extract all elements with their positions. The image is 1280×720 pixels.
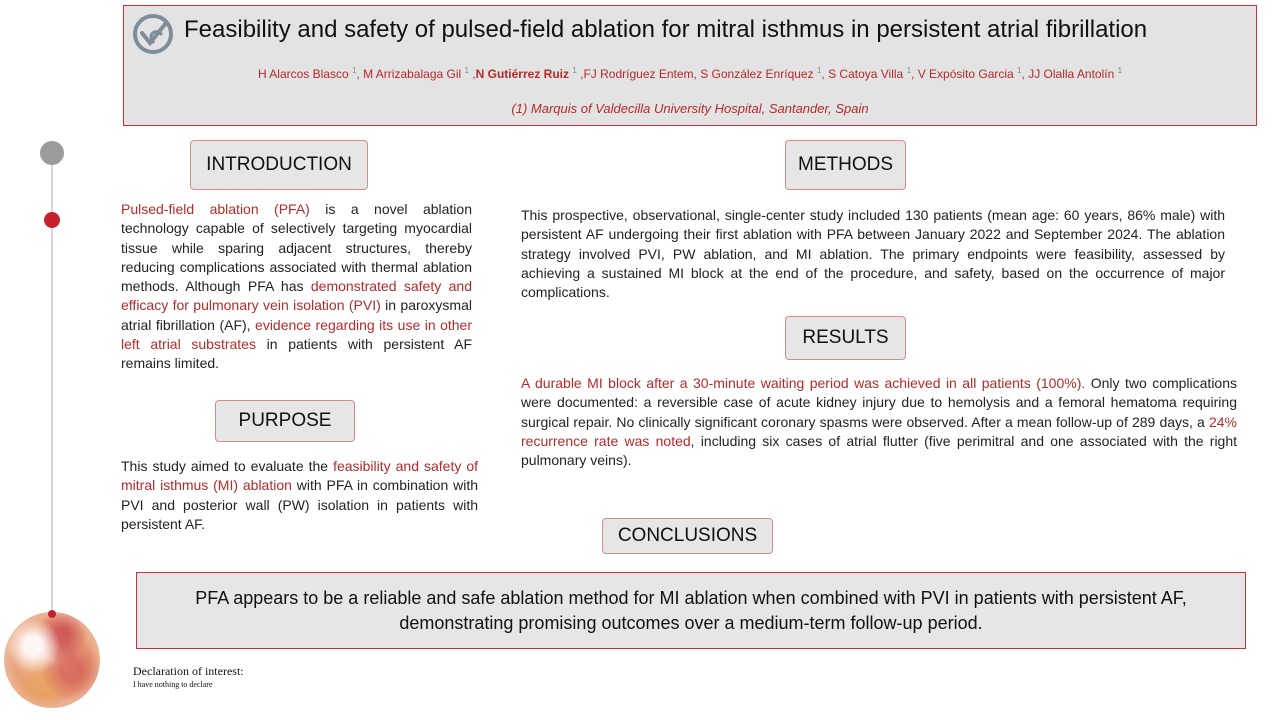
heart-check-logo-icon (132, 13, 174, 55)
methods-heading: METHODS (785, 140, 906, 190)
results-heading: RESULTS (785, 316, 906, 360)
author-affiliation-mark: 1 (1117, 66, 1123, 75)
author-name: N Gutiérrez Ruiz (475, 67, 569, 81)
declaration-text: I have nothing to declare (133, 680, 213, 689)
purpose-heading: PURPOSE (215, 400, 355, 442)
purpose-text: This study aimed to evaluate the feasibility and safety of mitral isthmus (MI) ablation with PFA in combination with PVI and posterior wall (PW) isolation in patients with persistent AF. (121, 458, 478, 532)
author-name: H Alarcos Blasco (257, 67, 349, 81)
author-affiliation-mark: 1 (464, 66, 469, 75)
affiliation: (1) Marquis of Valdecilla University Hospital, Santander, Spain (511, 101, 869, 116)
conclusions-heading: CONCLUSIONS (602, 518, 773, 554)
author-list: H Alarcos Blasco $^1$, M Arrizabalaga Gil $^1$ ,N Gutiérrez Ruiz $^1$ ,FJ Rodríguez Entem, S González Enríquez $^1$, S Catoya Villa $^1$, V Expósito Garcia $^1$, JJ Olalla Antolín $^1$ (257, 66, 1123, 81)
results-text: A durable MI block after a 30-minute waiting period was achieved in all patients (100%). Only two complications were documented: a reversible case of acute kidney injury due to hemolysis and a femoral hematoma requiring surgical repair. No clinically significant coronary spasms were observed. After a mean follow-up of 289 days, a 24% recurrence rate was noted, including six cases of atrial flutter (five perimitral and one associated with the right pulmonary veins). (521, 375, 1238, 469)
author-name: V Expósito Garcia (917, 67, 1014, 81)
author-name: JJ Olalla Antolín (1028, 67, 1115, 81)
author-name: M Arrizabalaga Gil (363, 67, 462, 81)
author-name: S González Enríquez (700, 67, 814, 81)
author-affiliation-mark: 1 (352, 66, 357, 75)
timeline-dot-end (48, 610, 56, 618)
author-affiliation-mark: 1 (906, 66, 912, 75)
poster-title: Feasibility and safety of pulsed-field ablation for mitral isthmus in persistent atrial fibrillation (184, 16, 1148, 43)
decorative-sphere-image (4, 612, 100, 708)
author-affiliation-mark: 1 (572, 66, 577, 75)
introduction-heading: INTRODUCTION (190, 140, 368, 190)
conclusions-text: PFA appears to be a reliable and safe ablation method for MI ablation when combined with PVI in patients with persistent AF, demonstrating promising outcomes over a medium-term follow-up period. (136, 572, 1246, 649)
poster-header (123, 5, 1257, 126)
introduction-text: Pulsed-field ablation (PFA) is a novel ablation technology capable of selectively targeting myocardial tissue while sparing adjacent structures, thereby reducing complications associated with thermal ablation methods. Although PFA has demonstrated safety and efficacy for pulmonary vein isolation (PVI) in paroxysmal atrial fibrillation (AF), evidence regarding its use in other left atrial substrates in patients with persistent AF remains limited. (121, 201, 472, 372)
methods-text: This prospective, observational, single-center study included 130 patients (mean age: 60 years, 86% male) with persistent AF undergoing their first ablation with PFA between January 2022 and September 2024. The ablation strategy involved PVI, PW ablation, and MI ablation. The primary endpoints were feasibility, assessed by achieving a sustained MI block at the end of the procedure, and safety, based on the occurrence of major complications. (521, 207, 1225, 301)
timeline-dot-red (44, 212, 60, 228)
author-name: FJ Rodríguez Entem (583, 67, 694, 81)
author-affiliation-mark: 1 (816, 66, 822, 75)
author-affiliation-mark: 1 (1017, 66, 1022, 75)
timeline-dot-gray (40, 141, 64, 165)
author-name: S Catoya Villa (828, 67, 904, 81)
declaration-title: Declaration of interest: (133, 664, 244, 678)
